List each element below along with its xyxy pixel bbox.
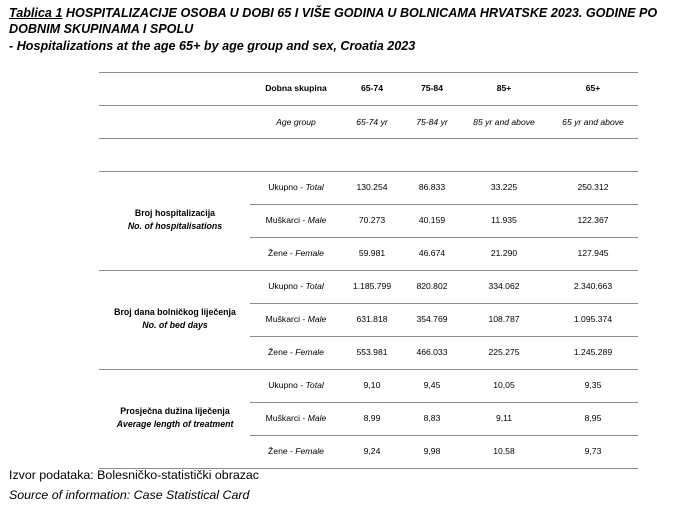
table-cell: 8,95 [584,412,602,423]
table-cell: 334.062 [488,280,520,291]
group-name-en: No. of bed days [142,320,208,330]
table-cell: 9,11 [495,412,513,423]
table-cell: 553.981 [356,346,388,357]
table-cell: 8,83 [423,412,441,423]
table-cell: 127.945 [577,247,609,258]
table-cell: 86.833 [418,181,446,192]
table-cell: 59.981 [358,247,386,258]
group-name-hr: Broj dana bolničkog liječenja [114,307,236,317]
group-label [90,306,260,332]
column-header-en: 85 yr and above [473,117,535,127]
column-header-65+: 65+ [585,83,601,93]
row-label-en: Male [307,214,327,225]
table-cell: 1.185.799 [352,280,392,291]
row-divider [250,237,638,238]
row-label-en: Total [305,181,324,192]
table-cell: 820.802 [416,280,448,291]
table-title-text: HOSPITALIZACIJE OSOBA U DOBI 65 I VIŠE GODINA U BOLNICAMA HRVATSKE 2023. GODINE PO DOBNIM SKUPINAMA I SPOLU [9,6,658,36]
column-header-en: 65 yr and above [562,117,624,127]
table-cell: 130.254 [356,181,388,192]
row-label-hr: Žene - [268,445,296,456]
table-cell: 466.033 [416,346,448,357]
table-cell: 9,45 [423,379,441,390]
table-cell: 2.340.663 [573,280,613,291]
row-label-en: Total [305,379,324,390]
header-group-label-en: Age group [276,117,316,127]
row-label-hr: Žene - [268,247,296,258]
group-name-en: Average length of treatment [116,419,234,429]
row-label-hr: Žene - [268,346,296,357]
row-label-en: Female [295,346,324,357]
row-divider [250,204,638,205]
column-header-en: 65-74 yr [356,117,388,127]
table-cell: 46.674 [418,247,446,258]
row-label-hr: Ukupno - [268,280,306,291]
table-cell: 122.367 [577,214,609,225]
row-divider [250,435,638,436]
table-cell: 9,98 [423,445,441,456]
table-cell: 250.312 [577,181,609,192]
header-bottom-border [99,138,638,139]
table-cell: 631.818 [356,313,388,324]
table-cell: 9,10 [363,379,381,390]
group-label [90,405,260,431]
column-header-75-84: 75-84 [421,83,443,93]
group-name-hr: Broj hospitalizacija [134,208,216,218]
table-cell: 1.245.289 [573,346,613,357]
row-divider [250,303,638,304]
group-divider [99,369,638,370]
table-cell: 40.159 [418,214,446,225]
table-cell: 9,35 [584,379,602,390]
table-cell: 11.935 [491,214,517,225]
row-label-en: Male [307,313,327,324]
table-cell: 21.290 [490,247,518,258]
row-label-en: Total [305,280,324,291]
row-label-en: Female [295,247,324,258]
table-cell: 33.225 [490,181,518,192]
header-divider [99,105,638,106]
table-number: Tablica 1 [9,6,63,20]
table-cell: 108.787 [488,313,520,324]
table-cell: 9,24 [363,445,381,456]
table-cell: 225.275 [488,346,520,357]
table-cell: 354.769 [416,313,448,324]
table-cell: 10,05 [493,379,515,390]
spacer-divider [99,171,638,172]
table-cell: 10,58 [493,445,515,456]
group-divider [99,270,638,271]
source-en: Source of information: Case Statistical Card [9,488,250,502]
table-cell: 1.095.374 [573,313,613,324]
row-label-hr: Ukupno - [268,181,306,192]
column-header-85+: 85+ [496,83,512,93]
table-cell: 8,99 [363,412,381,423]
table-cell: 9,73 [584,445,602,456]
header-group-label: Dobna skupina [265,83,327,93]
group-name-en: No. of hospitalisations [127,221,223,231]
table-top-border [99,72,638,73]
row-divider [250,336,638,337]
row-label-hr: Muškarci - [265,313,308,324]
group-label [90,207,260,233]
row-label-hr: Muškarci - [265,214,308,225]
row-label-hr: Ukupno - [268,379,306,390]
column-header-65-74: 65-74 [361,83,383,93]
column-header-en: 75-84 yr [416,117,448,127]
row-label-en: Male [307,412,327,423]
source-hr: Izvor podataka: Bolesničko-statistički obrazac [9,468,259,482]
table-cell: 70.273 [358,214,386,225]
row-label-en: Female [295,445,324,456]
table-title [9,5,689,37]
row-label-hr: Muškarci - [265,412,308,423]
row-divider [250,402,638,403]
table-subtitle: - Hospitalizations at the age 65+ by age group and sex, Croatia 2023 [9,39,416,53]
group-name-hr: Prosječna dužina liječenja [120,406,230,416]
